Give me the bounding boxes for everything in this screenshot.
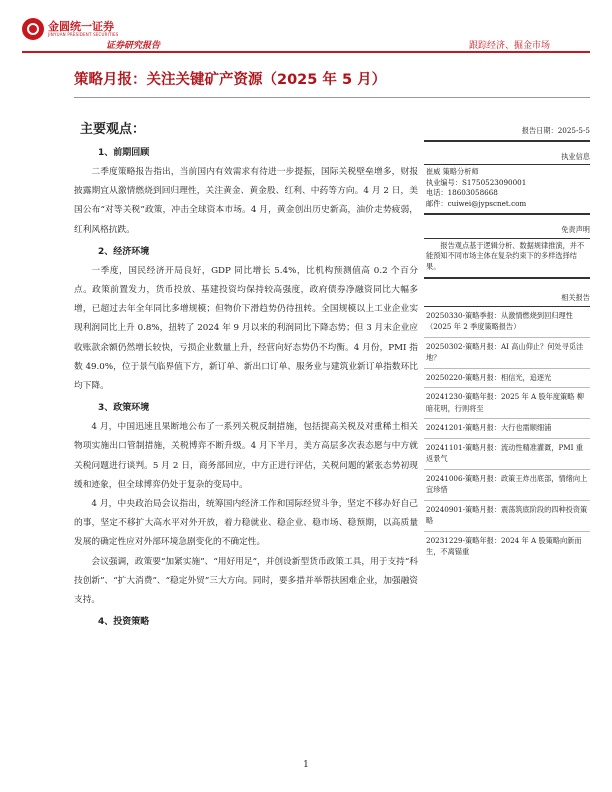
- related-report-item[interactable]: 20241101-策略月报：流动性精准灌溉，PMI 重返景气: [424, 439, 590, 470]
- report-date: 报告日期：2025-5-5: [424, 120, 590, 142]
- paragraph: 会议强调，政策要“加紧实施”、“用好用足”，并创设新型货币政策工具，用于支持“科技创新”、“扩大消费”、“稳定外贸”三大方向。同时，要多措并举帮扶困难企业，加强融资支持。: [74, 556, 418, 606]
- section-title: 2、经济环境: [98, 246, 150, 257]
- header-divider: [22, 51, 590, 53]
- analyst-email: 邮件：cuiwei@jypscnet.com: [426, 198, 527, 208]
- main-content: [74, 118, 418, 632]
- paragraph: 二季度策略报告指出，当前国内有效需求有待进一步提振，国际关税壁垒增多，财报披露期宜从激情燃烧到回归理性，关注黄金、黄金股、红利、中药等方向。4 月 2 日，美国公布“对等关税”政策，冲击全球资本市场。4 月，黄金创出历史新高，油价走势疲弱，红利风格抗跌。: [74, 167, 418, 235]
- logo-text-en: JINYUAN PRESIDENT SECURITIES: [48, 32, 119, 37]
- logo-text-cn: 金圆统一证券: [48, 20, 114, 33]
- analyst-heading: 执业信息: [424, 142, 590, 166]
- related-report-item[interactable]: 20240901-策略月报：震荡筑底阶段的四种投资策略: [424, 501, 590, 532]
- analyst-phone: 电话：18603058668: [426, 188, 498, 197]
- report-type-label: 证券研究报告: [106, 41, 161, 51]
- section-title: 3、政策环境: [98, 403, 150, 414]
- paragraph: 4 月，中国迅速且果断地公布了一系列关税反制措施，包括提高关税及对重稀土相关物项实施出口管制措施，关税博弈不断升级。4 月下半月，美方高层多次表态愿与中方就关税问题进行谈判。5 月 2 日，商务部回应，中方正进行评估，关税问题的紧张态势初现缓和迹象，但全球博弈仍处于复杂的变局中。: [74, 422, 418, 490]
- paragraph: 一季度，国民经济开局良好，GDP 同比增长 5.4%，比机构预测值高 0.2 个百分点。政策前置发力，货币投放、基建投资均保持较高强度，政府债券净融资同比大幅多增，已超过去年全年同比多增规模；但物价下滑趋势仍待扭转。全国规模以上工业企业实现利润同比上升 0.8%，扭转了 2024 年 9 月以来的利润同比下降态势；但 3 月末企业应收账款余额仍然增长较快，亏损企业数量上升，经营向好态势仍不均衡。4 月份，PMI 指数 49.0%，位于景气临界值下方，新订单、新出口订单、服务业与建筑业新订单指数环比均下降。: [74, 265, 418, 392]
- header-slogan: 跟踪经济、掘金市场: [468, 41, 550, 51]
- related-report-item[interactable]: 20241201-策略月报：大行也需顺细浦: [424, 419, 590, 439]
- related-report-item[interactable]: 20241006-策略月报：政策王炸出底部，情绪向上宜珍惜: [424, 470, 590, 501]
- main-heading: 主要观点：: [80, 122, 146, 137]
- analyst-info: [424, 165, 590, 215]
- logo-emblem-icon: [22, 18, 44, 40]
- paragraph: 4 月，中央政治局会议指出，统筹国内经济工作和国际经贸斗争，坚定不移办好自己的事，坚定不移扩大高水平对外开放，着力稳就业、稳企业、稳市场、稳预期，以高质量发展的确定性应对外部环境急剧变化的不确定性。: [74, 499, 418, 548]
- title-divider: [74, 97, 590, 98]
- analyst-name: 崔威 策略分析师: [426, 167, 479, 176]
- page-number: 1: [303, 760, 309, 770]
- related-report-item[interactable]: 20250220-策略月报：相信光，追逐光: [424, 369, 590, 389]
- related-report-item[interactable]: 20250330-策略季报：从激情燃烧到回归理性（2025 年 2 季度策略报告）: [424, 307, 590, 338]
- report-title: 策略月报：关注关键矿产资源（2025 年 5 月）: [74, 72, 387, 88]
- disclaimer-heading: 免责声明: [424, 215, 590, 239]
- disclaimer-text: 报告观点基于逻辑分析、数据规律推演，并不能预知不同市场主体在复杂约束下的多样选择结果。: [424, 239, 590, 280]
- related-report-item[interactable]: 20250302-策略月报：AI 高山仰止？何处寻觅洼地？: [424, 338, 590, 369]
- analyst-license: 执业编号：S1750523090001: [426, 177, 527, 187]
- related-report-item[interactable]: 20231229-策略年报：2024 年 A 股策略向新而生，不离锚重: [426, 535, 582, 556]
- related-report-list: [424, 307, 590, 562]
- section-title: 1、前期回顾: [98, 148, 150, 158]
- sidebar: [424, 120, 590, 562]
- related-heading: 相关报告: [424, 279, 590, 307]
- related-report-item[interactable]: 20241230-策略年报：2025 年 A 股年度策略 柳暗花明，行则将至: [424, 388, 590, 419]
- section-title: 4、投资策略: [98, 617, 150, 628]
